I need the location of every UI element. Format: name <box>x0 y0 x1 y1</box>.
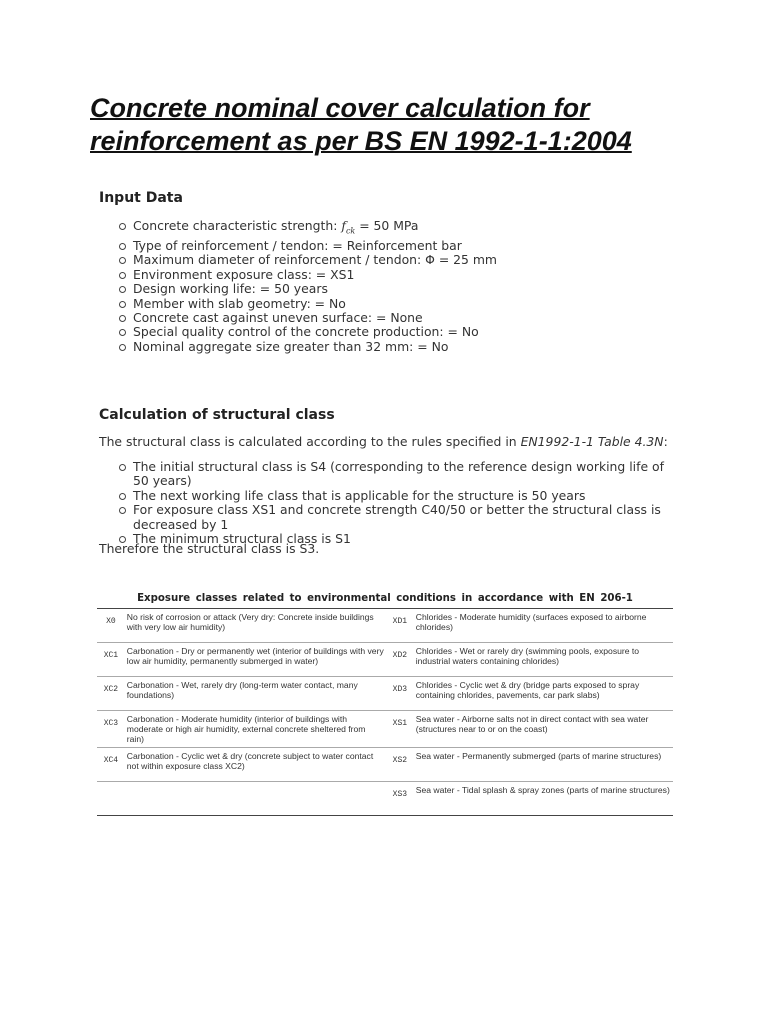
exposure-description: No risk of corrosion or attack (Very dry: Concrete inside buildings with very low air humidity) <box>125 609 386 643</box>
page-title-line-1: Concrete nominal cover calculation for <box>90 93 590 123</box>
input-item: Type of reinforcement / tendon: = Reinforcement bar <box>118 239 497 253</box>
exposure-description: Chlorides - Wet or rarely dry (swimming pools, exposure to industrial waters containing chlorides) <box>414 643 673 677</box>
exposure-description: Sea water - Airborne salts not in direct contact with sea water (structures near to or on the coast) <box>414 711 673 748</box>
input-item: Design working life: = 50 years <box>118 282 497 296</box>
input-data-heading: Input Data <box>99 190 183 206</box>
exposure-description: Chlorides - Moderate humidity (surfaces exposed to airborne chlorides) <box>414 609 673 643</box>
structural-class-item: For exposure class XS1 and concrete strength C40/50 or better the structural class is decreased by 1 <box>118 503 678 532</box>
exposure-code: XD3 <box>386 677 414 711</box>
table-reference: EN1992-1-1 Table 4.3N <box>520 434 664 449</box>
exposure-code: XD2 <box>386 643 414 677</box>
table-row <box>97 677 673 711</box>
structural-class-item: The next working life class that is applicable for the structure is 50 years <box>118 489 678 503</box>
input-item: Member with slab geometry: = No <box>118 297 497 311</box>
structural-class-item: The initial structural class is S4 (corresponding to the reference design working life of 50 years) <box>118 460 678 489</box>
input-item: Special quality control of the concrete production: = No <box>118 325 497 339</box>
exposure-code: XD1 <box>386 609 414 643</box>
exposure-description: Carbonation - Moderate humidity (interior of buildings with moderate or high air humidity, external concrete sheltered from rain) <box>125 711 386 748</box>
table-row <box>97 643 673 677</box>
table-row <box>97 782 673 816</box>
exposure-code: X0 <box>97 609 125 643</box>
exposure-description: Chlorides - Cyclic wet & dry (bridge parts exposed to spray containing chlorides, pavements, car park slabs) <box>414 677 673 711</box>
structural-class-intro: The structural class is calculated according to the rules specified in EN1992-1-1 Table 4.3N: <box>99 434 668 449</box>
exposure-code: XC3 <box>97 711 125 748</box>
exposure-description <box>125 782 386 816</box>
structural-class-list <box>118 460 678 546</box>
structural-class-item: The minimum structural class is S1 <box>118 532 678 546</box>
table-row <box>97 711 673 748</box>
exposure-description: Carbonation - Wet, rarely dry (long-term water contact, many foundations) <box>125 677 386 711</box>
exposure-code: XC4 <box>97 748 125 782</box>
input-item: Maximum diameter of reinforcement / tendon: Φ = 25 mm <box>118 253 497 267</box>
input-item: Environment exposure class: = XS1 <box>118 268 497 282</box>
table-row <box>97 748 673 782</box>
fck-symbol: $f_{ck}$ <box>341 218 356 236</box>
exposure-code: XC1 <box>97 643 125 677</box>
exposure-classes-table <box>97 608 673 816</box>
input-item: Nominal aggregate size greater than 32 mm: = No <box>118 340 497 354</box>
exposure-description: Sea water - Tidal splash & spray zones (parts of marine structures) <box>415 785 670 795</box>
structural-class-conclusion: Therefore the structural class is S3. <box>99 541 320 556</box>
exposure-description: Sea water - Permanently submerged (parts of marine structures) <box>414 748 673 782</box>
input-item-strength: Concrete characteristic strength: $f_{ck} = 50$ MPa <box>118 219 497 239</box>
exposure-table-title: Exposure classes related to environmental conditions in accordance with EN 206-1 <box>137 593 633 604</box>
page-title-line-2: reinforcement as per BS EN 1992-1-1:2004 <box>90 126 632 156</box>
exposure-code: XS1 <box>386 711 414 748</box>
structural-class-heading: Calculation of structural class <box>99 407 335 423</box>
exposure-code: XC2 <box>97 677 125 711</box>
exposure-code: XS3 <box>392 790 408 799</box>
input-data-list <box>118 219 497 354</box>
page-title <box>90 92 710 158</box>
input-item: Concrete cast against uneven surface: = None <box>118 311 497 325</box>
exposure-description: Carbonation - Dry or permanently wet (interior of buildings with very low air humidity, permanently submerged in water) <box>125 643 386 677</box>
exposure-code: XS2 <box>386 748 414 782</box>
exposure-code <box>97 782 125 816</box>
exposure-description: Carbonation - Cyclic wet & dry (concrete subject to water contact not within exposure class XC2) <box>125 748 386 782</box>
table-row <box>97 609 673 643</box>
